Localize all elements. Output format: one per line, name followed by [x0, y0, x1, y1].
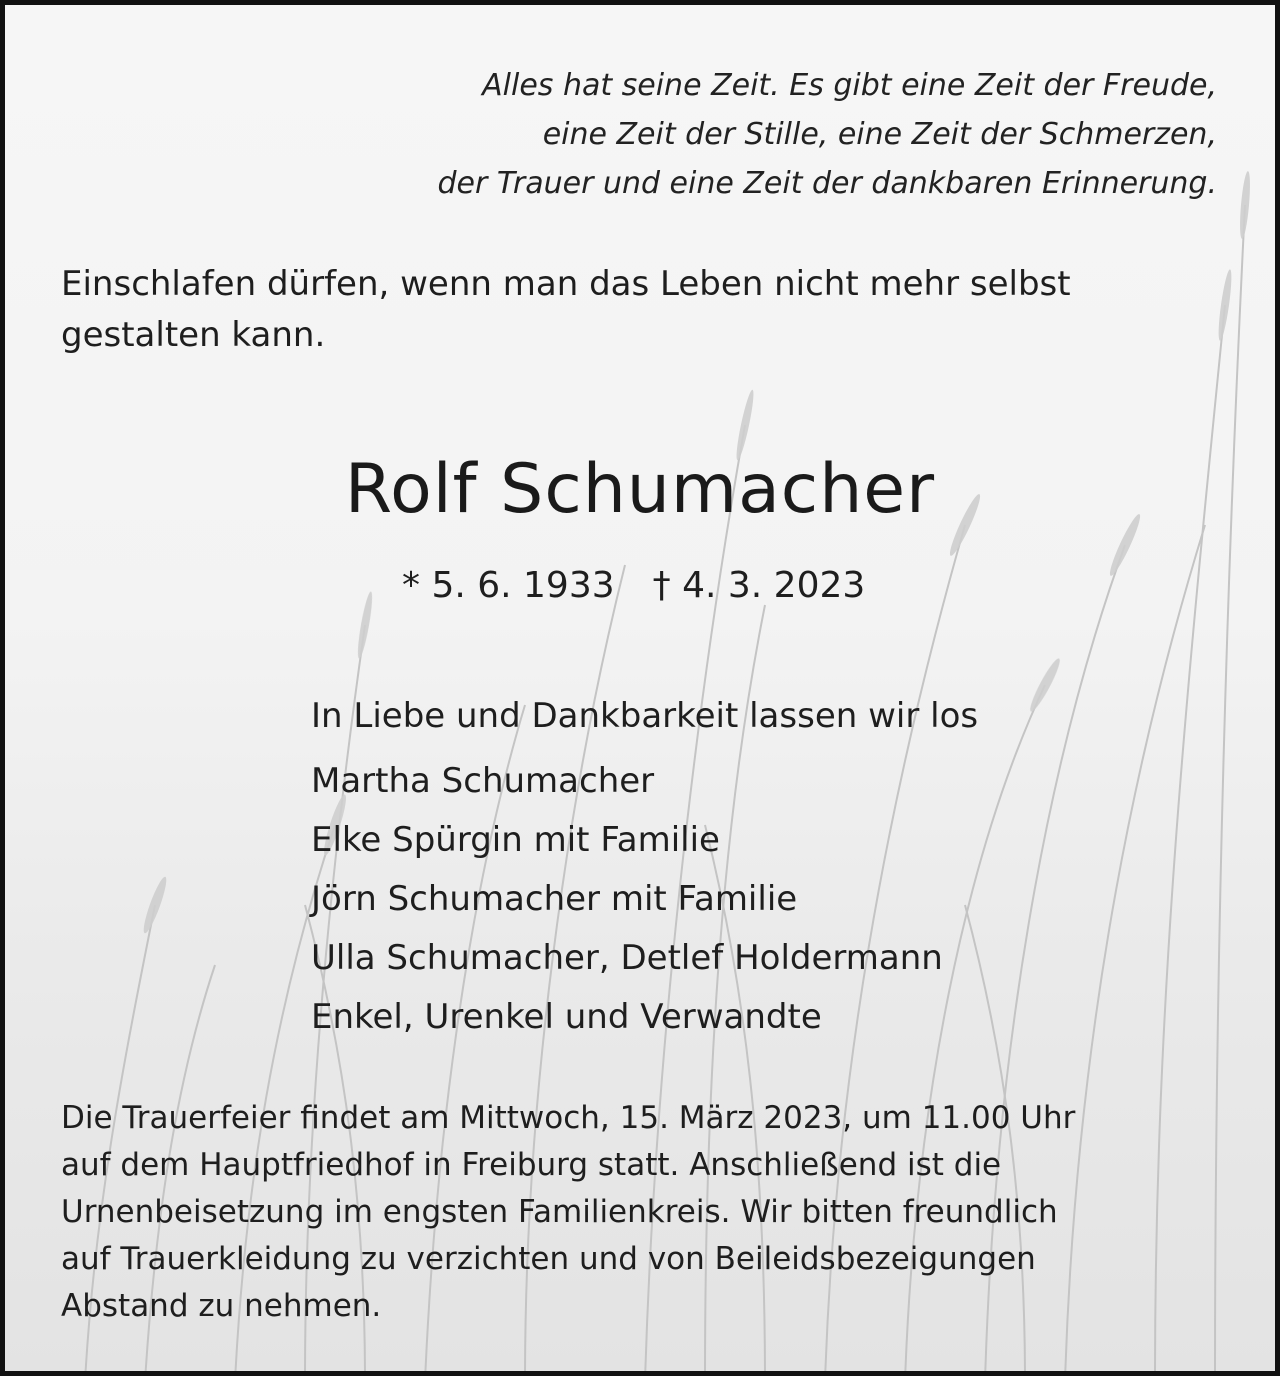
quote-line: eine Zeit der Stille, eine Zeit der Schmerzen,	[542, 117, 1217, 152]
service-line: Abstand zu nehmen.	[61, 1288, 382, 1324]
service-line: auf dem Hauptfriedhof in Freiburg statt. Anschließend ist die	[61, 1147, 1002, 1183]
service-line: Urnenbeisetzung im engsten Familienkreis. Wir bitten freundlich	[61, 1194, 1058, 1230]
birth-date: * 5. 6. 1933	[402, 565, 615, 606]
mourners-intro: In Liebe und Dankbarkeit lassen wir los	[311, 696, 979, 736]
death-date: † 4. 3. 2023	[652, 565, 866, 606]
deceased-name: Rolf Schumacher	[344, 450, 936, 529]
life-dates	[402, 560, 865, 612]
mourners-block	[311, 687, 978, 1047]
intro-text	[61, 259, 1071, 361]
service-info	[61, 1095, 1075, 1330]
quote-line: der Trauer und eine Zeit der dankbaren Erinnerung.	[437, 166, 1217, 201]
opening-quote	[438, 61, 1217, 208]
mourner-name: Elke Spürgin mit Familie	[311, 820, 720, 860]
service-line: auf Trauerkleidung zu verzichten und von Beileidsbezeigungen	[61, 1241, 1036, 1277]
mourner-name: Ulla Schumacher, Detlef Holdermann	[311, 938, 943, 978]
mourner-name: Jörn Schumacher mit Familie	[311, 879, 798, 919]
intro-line: Einschlafen dürfen, wenn man das Leben nicht mehr selbst	[61, 264, 1071, 304]
mourner-name: Enkel, Urenkel und Verwandte	[311, 997, 822, 1037]
intro-line: gestalten kann.	[61, 315, 326, 355]
mourner-name: Martha Schumacher	[311, 761, 655, 801]
quote-line: Alles hat seine Zeit. Es gibt eine Zeit der Freude,	[482, 68, 1217, 103]
service-line: Die Trauerfeier findet am Mittwoch, 15. März 2023, um 11.00 Uhr	[61, 1100, 1076, 1136]
